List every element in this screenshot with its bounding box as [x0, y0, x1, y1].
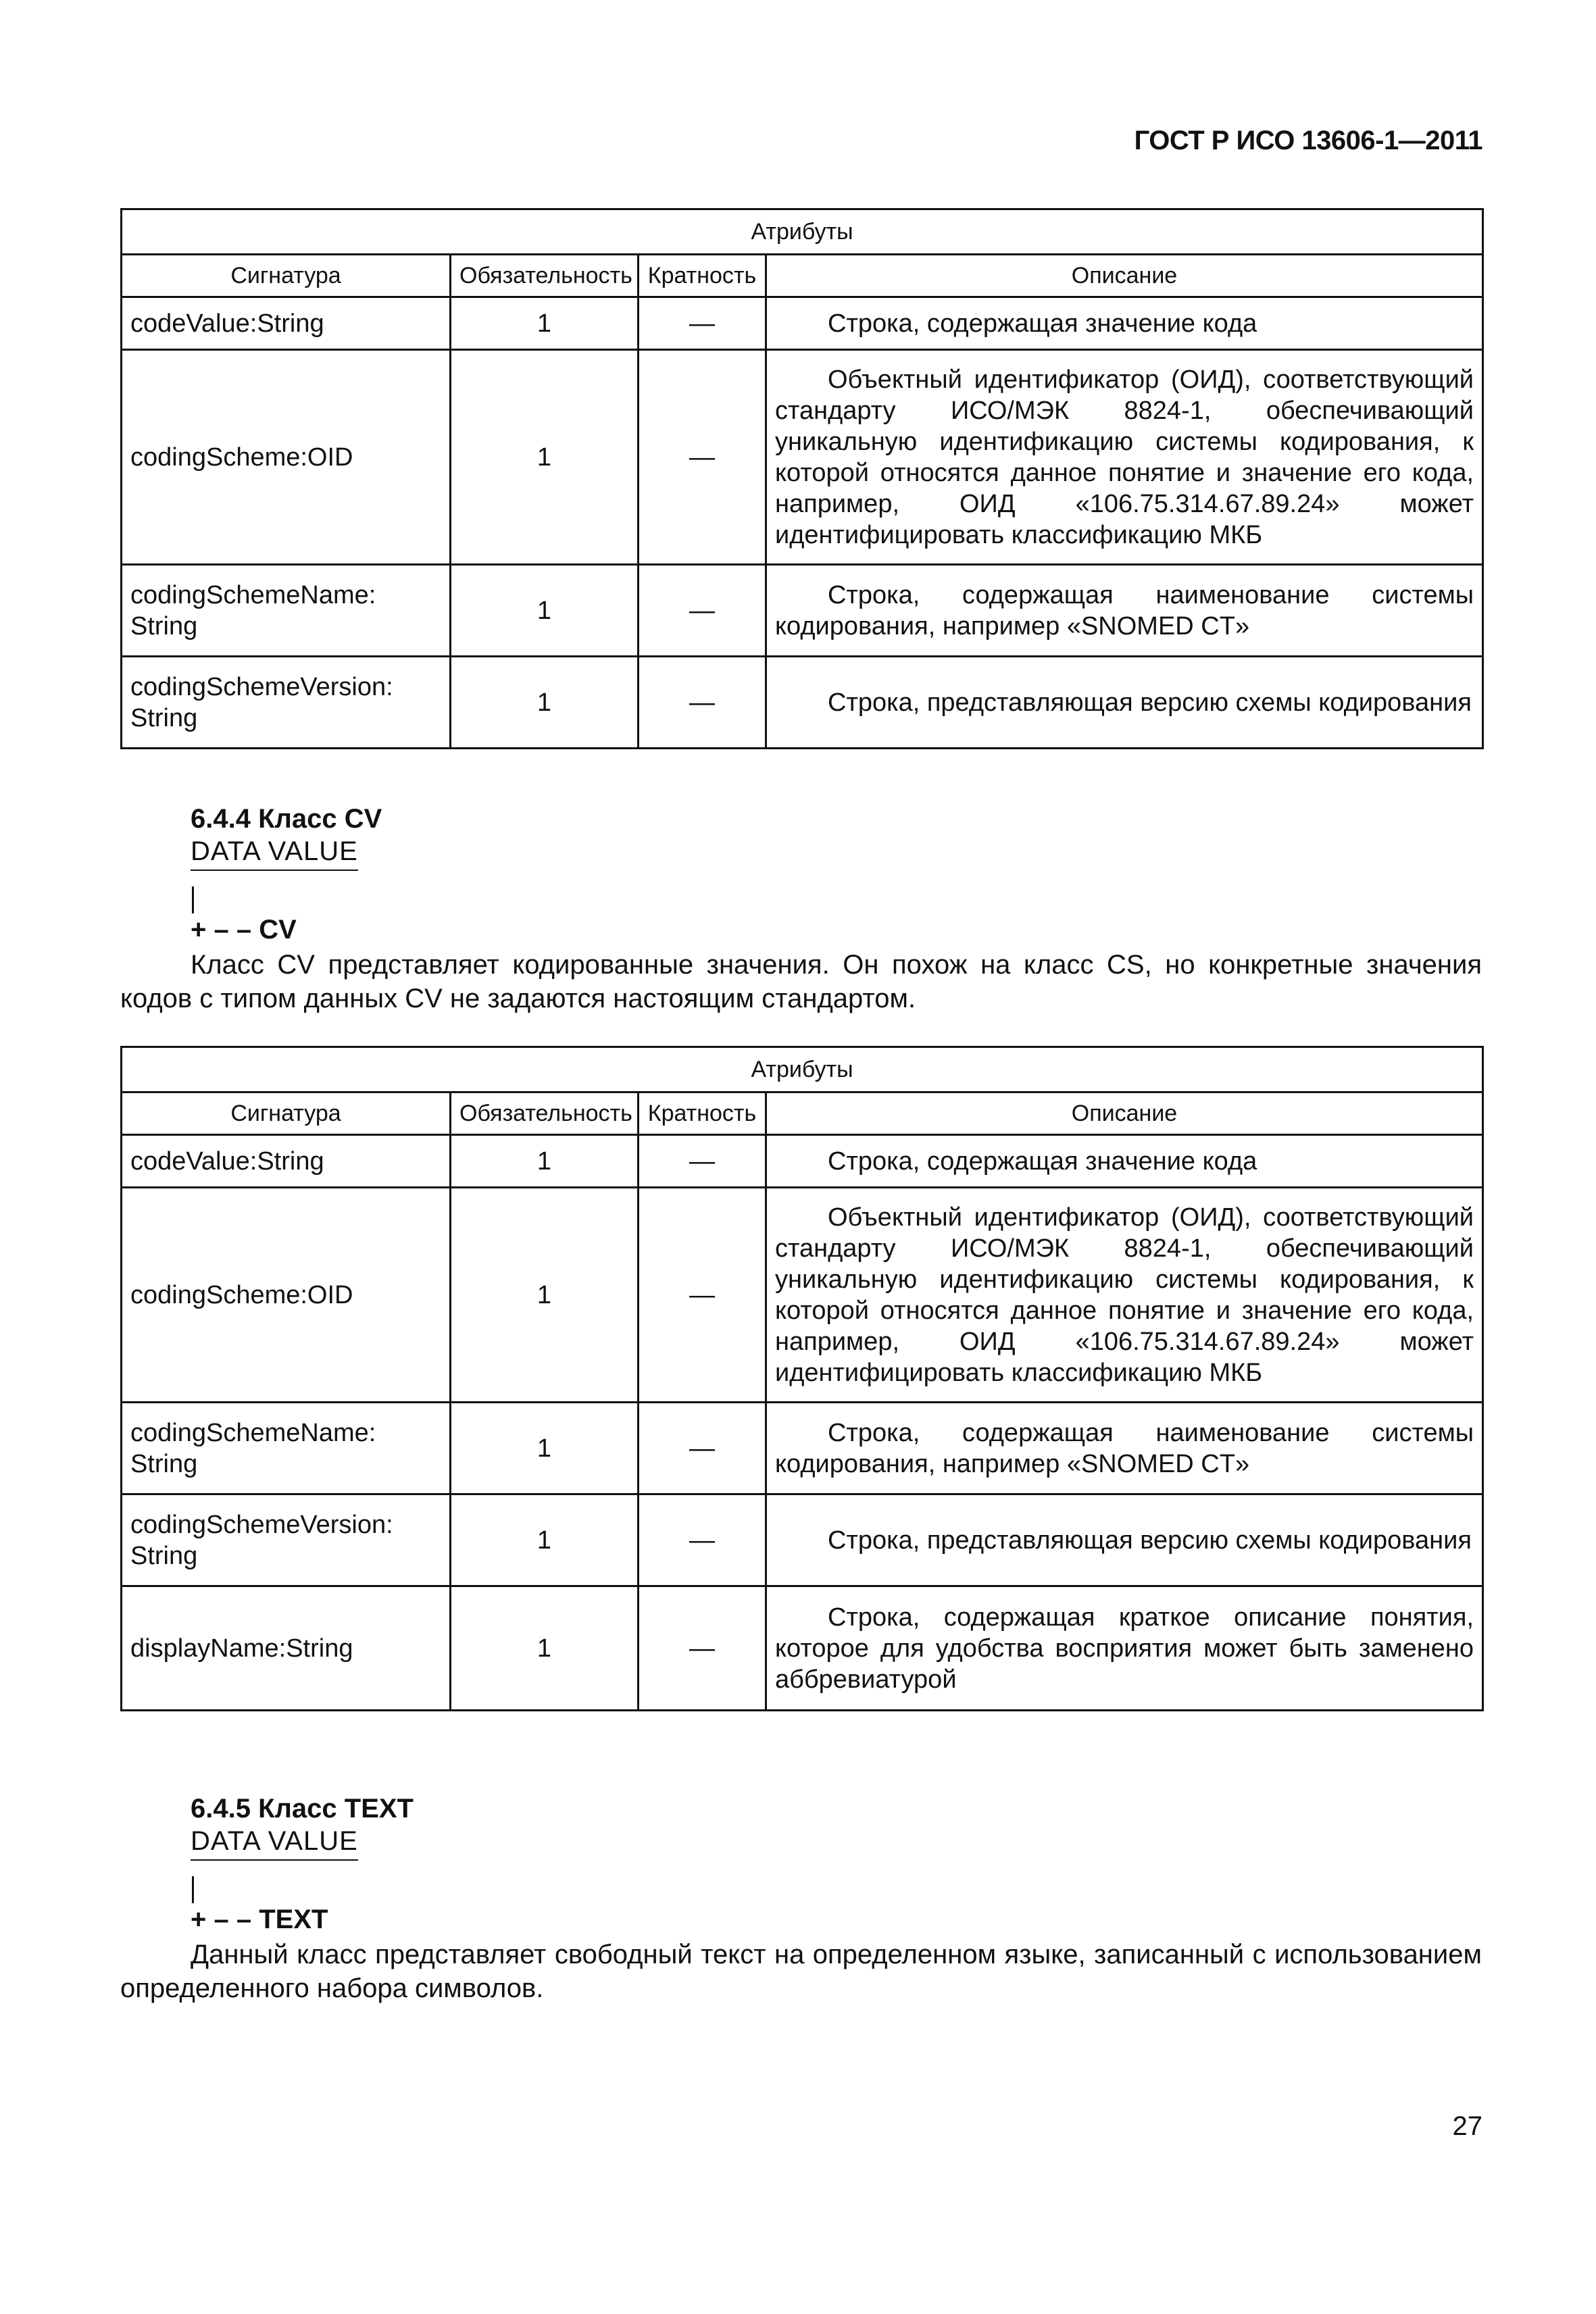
cell-obligation: 1: [451, 1403, 639, 1494]
table-row: [122, 1188, 1483, 1403]
table-row: [122, 1494, 1483, 1586]
cell-signature: displayName:String: [122, 1586, 451, 1711]
cell-multiplicity: —: [639, 1494, 766, 1586]
cell-signature: codingSchemeName: String: [122, 565, 451, 657]
description-text: Строка, содержащая наименование системы кодирования, например «SNOMED CT»: [775, 580, 1474, 640]
table-row: [122, 1586, 1483, 1711]
description-text: Строка, содержащая значение кода: [828, 1147, 1257, 1176]
attributes-table-cv: [120, 1046, 1484, 1711]
description-text: Строка, представляющая версию схемы кодирования: [828, 1526, 1472, 1555]
cell-obligation: 1: [451, 1135, 639, 1188]
description-text: Строка, содержащая наименование системы кодирования, например «SNOMED CT»: [775, 1418, 1474, 1478]
cell-signature: codingSchemeVersion: String: [122, 1494, 451, 1586]
column-header-obligation: Обязательность: [451, 255, 639, 297]
cell-signature: codingSchemeVersion: String: [122, 657, 451, 749]
section-paragraph: Класс CV представляет кодированные значения. Он похож на класс CS, но конкретные значения кодов с типом данных CV не задаются настоящим стандартом.: [120, 950, 1482, 1013]
data-value-label: DATA VALUE: [191, 836, 358, 871]
cell-signature: codingScheme:OID: [122, 350, 451, 565]
cell-obligation: 1: [451, 297, 639, 350]
cell-multiplicity: —: [639, 297, 766, 350]
page-number: 27: [1452, 2111, 1482, 2141]
cell-description: [766, 565, 1483, 657]
table-caption: Атрибуты: [122, 1047, 1483, 1092]
cell-description: [766, 1135, 1483, 1188]
cell-multiplicity: —: [639, 657, 766, 749]
column-header-multiplicity: Кратность: [639, 1092, 766, 1135]
section-title: 6.4.4 Класс CV: [191, 804, 382, 834]
cell-description: [766, 1494, 1483, 1586]
data-value-label: DATA VALUE: [191, 1826, 358, 1861]
table-row: [122, 350, 1483, 565]
cell-multiplicity: —: [639, 350, 766, 565]
cell-obligation: 1: [451, 1188, 639, 1403]
column-header-signature: Сигнатура: [122, 255, 451, 297]
cell-obligation: 1: [451, 565, 639, 657]
cell-description: [766, 297, 1483, 350]
document-header: ГОСТ Р ИСО 13606-1—2011: [1134, 126, 1482, 155]
column-header-description: Описание: [766, 1092, 1483, 1135]
description-text: Строка, представляющая версию схемы кодирования: [828, 688, 1472, 717]
section-paragraph: Данный класс представляет свободный текст на определенном языке, записанный с использованием определенного набора символов.: [120, 1940, 1482, 2003]
cell-signature: codingScheme:OID: [122, 1188, 451, 1403]
table-row: [122, 1135, 1483, 1188]
hierarchy-bar: [192, 886, 194, 913]
column-header-description: Описание: [766, 255, 1483, 297]
section-title: 6.4.5 Класс TEXT: [191, 1794, 414, 1823]
table-row: [122, 657, 1483, 749]
cell-description: [766, 1403, 1483, 1494]
description-text: Объектный идентификатор (ОИД), соответствующий стандарту ИСО/МЭК 8824-1, обеспечивающий уникальную идентификацию системы кодирования, к которой относятся данное понятие и значение его кода, например, ОИД «106.75.314.67.89.24» может идентифицировать классификацию МКБ: [775, 365, 1474, 549]
attributes-table-cs: [120, 208, 1484, 749]
class-derivation-line: + – – TEXT: [191, 1905, 328, 1934]
cell-obligation: 1: [451, 1494, 639, 1586]
cell-description: [766, 1188, 1483, 1403]
table-row: [122, 1403, 1483, 1494]
cell-multiplicity: —: [639, 1188, 766, 1403]
description-text: Объектный идентификатор (ОИД), соответствующий стандарту ИСО/МЭК 8824-1, обеспечивающий уникальную идентификацию системы кодирования, к которой относятся данное понятие и значение его кода, например, ОИД «106.75.314.67.89.24» может идентифицировать классификацию МКБ: [775, 1203, 1474, 1387]
cell-obligation: 1: [451, 350, 639, 565]
hierarchy-bar: [192, 1876, 194, 1903]
cell-multiplicity: —: [639, 1403, 766, 1494]
cell-signature: codeValue:String: [122, 1135, 451, 1188]
description-text: Строка, содержащая значение кода: [828, 309, 1257, 338]
table-caption: Атрибуты: [122, 209, 1483, 255]
column-header-signature: Сигнатура: [122, 1092, 451, 1135]
cell-signature: codeValue:String: [122, 297, 451, 350]
cell-obligation: 1: [451, 1586, 639, 1711]
cell-obligation: 1: [451, 657, 639, 749]
table-row: [122, 297, 1483, 350]
cell-signature: codingSchemeName: String: [122, 1403, 451, 1494]
class-derivation-line: + – – CV: [191, 915, 297, 945]
cell-description: [766, 657, 1483, 749]
cell-description: [766, 1586, 1483, 1711]
cell-description: [766, 350, 1483, 565]
table-row: [122, 565, 1483, 657]
cell-multiplicity: —: [639, 565, 766, 657]
description-text: Строка, содержащая краткое описание понятия, которое для удобства восприятия может быть заменено аббревиатурой: [775, 1603, 1474, 1694]
column-header-multiplicity: Кратность: [639, 255, 766, 297]
cell-multiplicity: —: [639, 1135, 766, 1188]
cell-multiplicity: —: [639, 1586, 766, 1711]
column-header-obligation: Обязательность: [451, 1092, 639, 1135]
